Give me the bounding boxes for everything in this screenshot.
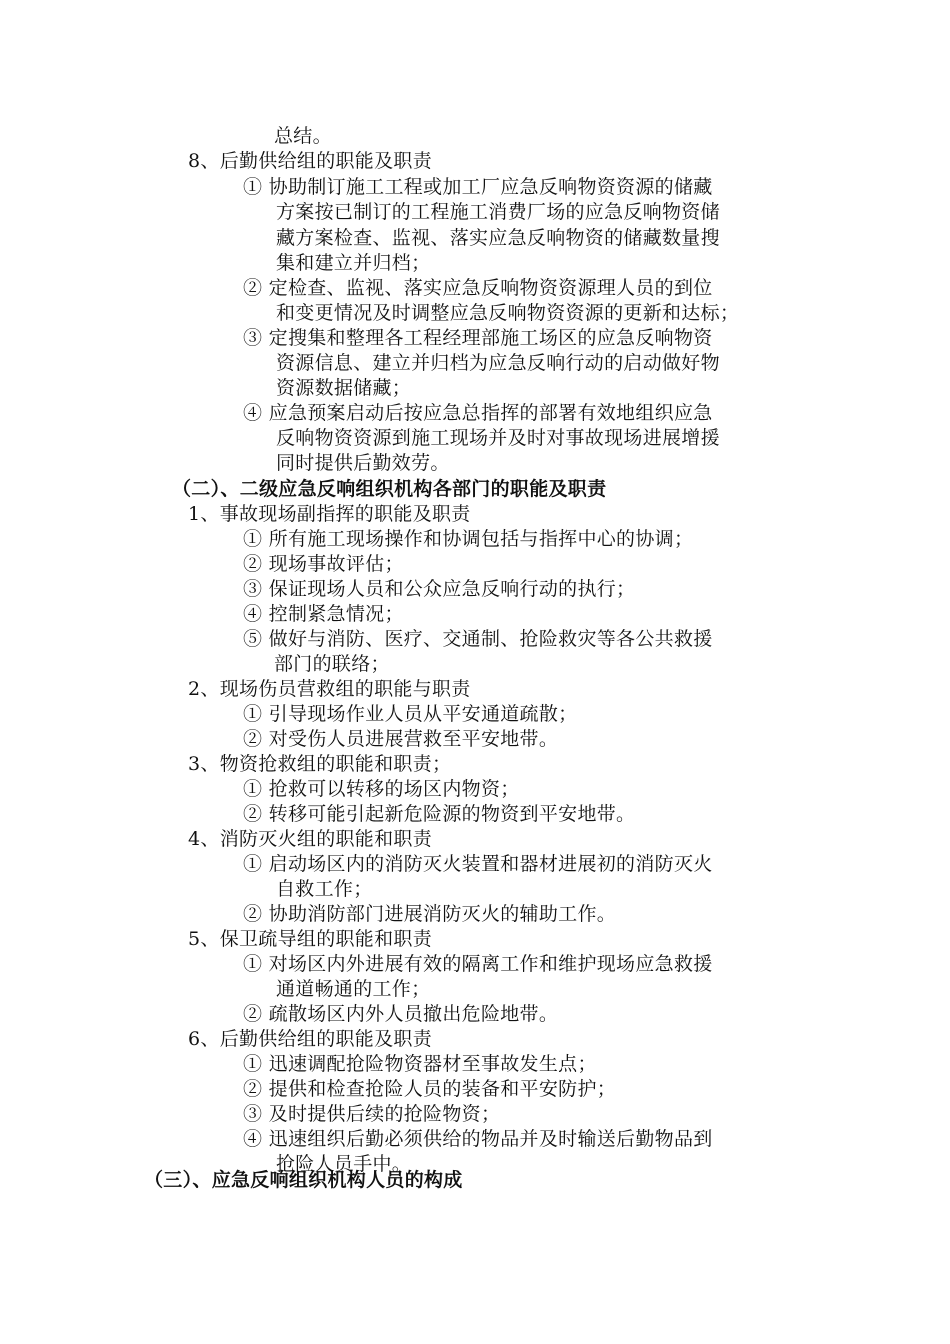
list-item: ④ 应急预案启动后按应急总指挥的部署有效地组织应急: [243, 402, 713, 424]
text-line: 资源信息、建立并归档为应急反响行动的启动做好物: [276, 352, 720, 374]
list-item: ③ 保证现场人员和公众应急反响行动的执行；: [243, 578, 636, 600]
list-item: ③ 定搜集和整理各工程经理部施工场区的应急反响物资: [243, 327, 713, 349]
text-line: 自救工作；: [276, 878, 373, 900]
list-item: ④ 控制紧急情况；: [243, 603, 404, 625]
list-item: ① 迅速调配抢险物资器材至事故发生点；: [243, 1053, 597, 1075]
list-item: ② 协助消防部门进展消防灭火的辅助工作。: [243, 903, 617, 925]
text-line: 和变更情况及时调整应急反响物资资源的更新和达标；: [276, 302, 740, 324]
section-heading: 4、消防灭火组的职能和职责: [188, 828, 432, 850]
list-item: ① 协助制订施工工程或加工厂应急反响物资资源的储藏: [243, 176, 713, 198]
chapter-heading: （二）、二级应急反响组织机构各部门的职能及职责: [172, 478, 607, 500]
text-line: 总结。: [274, 125, 332, 147]
list-item: ② 疏散场区内外人员撤出危险地带。: [243, 1003, 559, 1025]
text-line: 资源数据储藏；: [276, 377, 412, 399]
list-item: ① 引导现场作业人员从平安通道疏散；: [243, 703, 578, 725]
text-line: 方案按已制订的工程施工消费厂场的应急反响物资储: [276, 201, 720, 223]
section-heading: 3、物资抢救组的职能和职责；: [188, 753, 452, 775]
list-item: ③ 及时提供后续的抢险物资；: [243, 1103, 501, 1125]
list-item: ① 抢救可以转移的场区内物资；: [243, 778, 520, 800]
list-item: ④ 迅速组织后勤必须供给的物品并及时输送后勤物品到: [243, 1128, 713, 1150]
list-item: ② 现场事故评估；: [243, 553, 404, 575]
section-heading: 1、事故现场副指挥的职能及职责: [188, 503, 471, 525]
section-heading: 8、后勤供给组的职能及职责: [188, 150, 432, 172]
text-line: 集和建立并归档；: [276, 252, 431, 274]
list-item: ② 提供和检查抢险人员的装备和平安防护；: [243, 1078, 617, 1100]
text-line: 反响物资资源到施工现场并及时对事故现场进展增援: [276, 427, 720, 449]
text-line: 通道畅通的工作；: [276, 978, 431, 1000]
section-heading: 6、后勤供给组的职能及职责: [188, 1028, 432, 1050]
list-item: ① 启动场区内的消防灭火装置和器材进展初的消防灭火: [243, 853, 713, 875]
list-item: ① 所有施工现场操作和协调包括与指挥中心的协调；: [243, 528, 694, 550]
list-item: ⑤ 做好与消防、医疗、交通制、抢险救灾等各公共救援: [243, 628, 713, 650]
list-item: ② 对受伤人员进展营救至平安地带。: [243, 728, 559, 750]
text-line: 藏方案检查、监视、落实应急反响物资的储藏数量搜: [276, 227, 720, 249]
section-heading: 5、保卫疏导组的职能和职责: [188, 928, 432, 950]
text-line: 抢险人员手中。: [276, 1153, 412, 1175]
chapter-heading: （三）、应急反响组织机构人员的构成: [144, 1169, 463, 1191]
text-line: 同时提供后勤效劳。: [276, 452, 450, 474]
list-item: ① 对场区内外进展有效的隔离工作和维护现场应急救援: [243, 953, 713, 975]
text-line: 部门的联络；: [274, 653, 390, 675]
section-heading: 2、现场伤员营救组的职能与职责: [188, 678, 471, 700]
list-item: ② 转移可能引起新危险源的物资到平安地带。: [243, 803, 636, 825]
list-item: ② 定检查、监视、落实应急反响物资资源理人员的到位: [243, 277, 713, 299]
